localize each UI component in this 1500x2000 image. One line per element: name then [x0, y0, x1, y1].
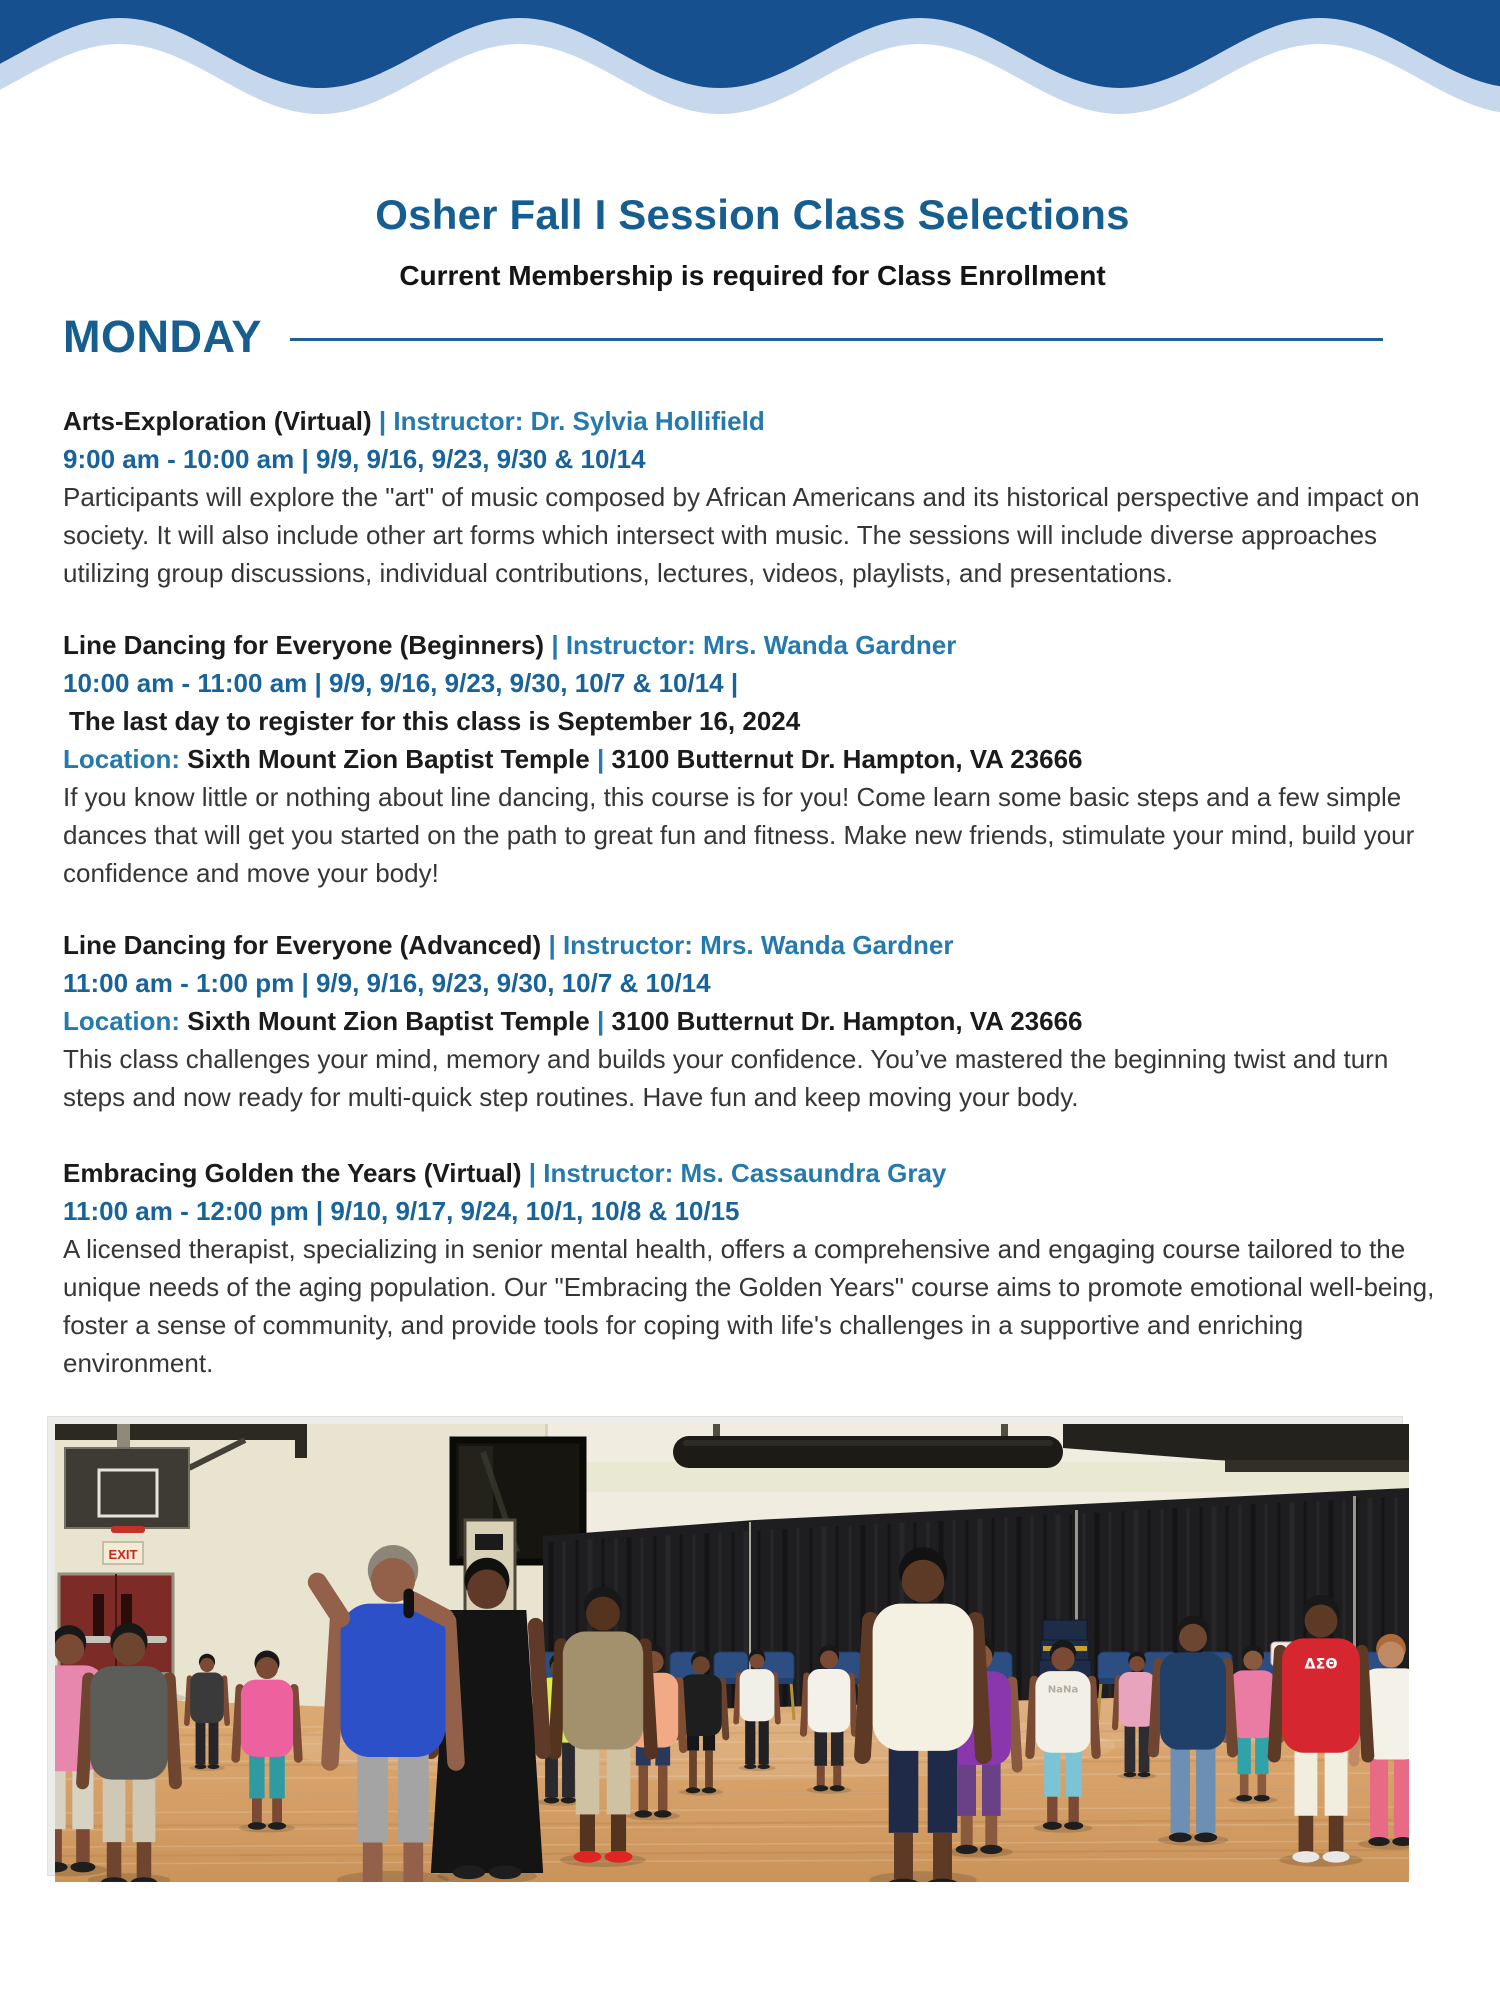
- location-address: 3100 Butternut Dr. Hampton, VA 23666: [611, 1006, 1083, 1036]
- class-name: Arts-Exploration (Virtual): [63, 406, 372, 436]
- svg-text:ΔΣΘ: ΔΣΘ: [1304, 1656, 1338, 1673]
- class-description: A licensed therapist, specializing in senior mental health, offers a comprehensive and engaging course tailored to the unique needs of the aging population. Our "Embracing the Golden Years" course aims to promote emotional well-being, foster a sense of community, and provide tools for coping with life's challenges in a supportive and enriching environment.: [63, 1234, 1435, 1378]
- location-separator: |: [596, 744, 605, 774]
- class-embracing-golden-years: [63, 1154, 1442, 1382]
- class-description: This class challenges your mind, memory and builds your confidence. You’ve mastered the beginning twist and turn steps and now ready for multi-quick step routines. Have fun and keep moving your body.: [63, 1044, 1389, 1112]
- location-venue: Sixth Mount Zion Baptist Temple: [187, 1006, 590, 1036]
- class-arts-exploration: [63, 402, 1442, 592]
- page-title: Osher Fall I Session Class Selections: [375, 191, 1130, 238]
- page-subtitle: Current Membership is required for Class Enrollment: [399, 260, 1106, 291]
- class-instructor: | Instructor: Dr. Sylvia Hollifield: [378, 406, 765, 436]
- class-instructor: | Instructor: Ms. Cassaundra Gray: [528, 1158, 947, 1188]
- class-description: If you know little or nothing about line dancing, this course is for you! Come learn some basic steps and a few simple dances that will get you started on the path to great fun and fitness. Make new friends, stimulate your mind, build your confidence and move your body!: [63, 782, 1415, 888]
- day-header: MONDAY: [63, 311, 262, 362]
- registration-deadline-note: The last day to register for this class is September 16, 2024: [69, 706, 801, 736]
- class-photo: [48, 1417, 1402, 1875]
- location-label: Location:: [63, 1006, 180, 1036]
- location-label: Location:: [63, 744, 180, 774]
- location-address: 3100 Butternut Dr. Hampton, VA 23666: [611, 744, 1083, 774]
- class-schedule: 11:00 am - 12:00 pm | 9/10, 9/17, 9/24, 10/1, 10/8 & 10/15: [63, 1196, 740, 1226]
- location-venue: Sixth Mount Zion Baptist Temple: [187, 744, 590, 774]
- class-description: Participants will explore the "art" of music composed by African Americans and its historical perspective and impact on society. It will also include other art forms which intersect with music. The sessions will include diverse approaches utilizing group discussions, individual contributions, lectures, videos, playlists, and presentations.: [63, 482, 1420, 588]
- class-instructor: | Instructor: Mrs. Wanda Gardner: [548, 930, 954, 960]
- header-wave-decoration: [0, 0, 1500, 120]
- flyer-body: [0, 190, 1500, 1875]
- class-line-dancing-advanced: [63, 926, 1442, 1116]
- svg-text:NaNa: NaNa: [1047, 1684, 1079, 1696]
- day-header-row: [63, 310, 1383, 364]
- exit-sign-text: EXIT: [108, 1547, 138, 1562]
- class-schedule: 11:00 am - 1:00 pm | 9/9, 9/16, 9/23, 9/30, 10/7 & 10/14: [63, 968, 711, 998]
- class-name: Line Dancing for Everyone (Advanced): [63, 930, 542, 960]
- class-name: Embracing Golden the Years (Virtual): [63, 1158, 522, 1188]
- class-schedule: 10:00 am - 11:00 am | 9/9, 9/16, 9/23, 9/30, 10/7 & 10/14 |: [63, 668, 739, 698]
- class-instructor: | Instructor: Mrs. Wanda Gardner: [551, 630, 957, 660]
- day-divider-line: [290, 338, 1383, 341]
- class-line-dancing-beginners: [63, 626, 1442, 892]
- class-schedule: 9:00 am - 10:00 am | 9/9, 9/16, 9/23, 9/30 & 10/14: [63, 444, 646, 474]
- gym-line-dancing-photo: [55, 1424, 1409, 1882]
- class-name: Line Dancing for Everyone (Beginners): [63, 630, 545, 660]
- location-separator: |: [596, 1006, 605, 1036]
- exit-sign: [103, 1542, 143, 1564]
